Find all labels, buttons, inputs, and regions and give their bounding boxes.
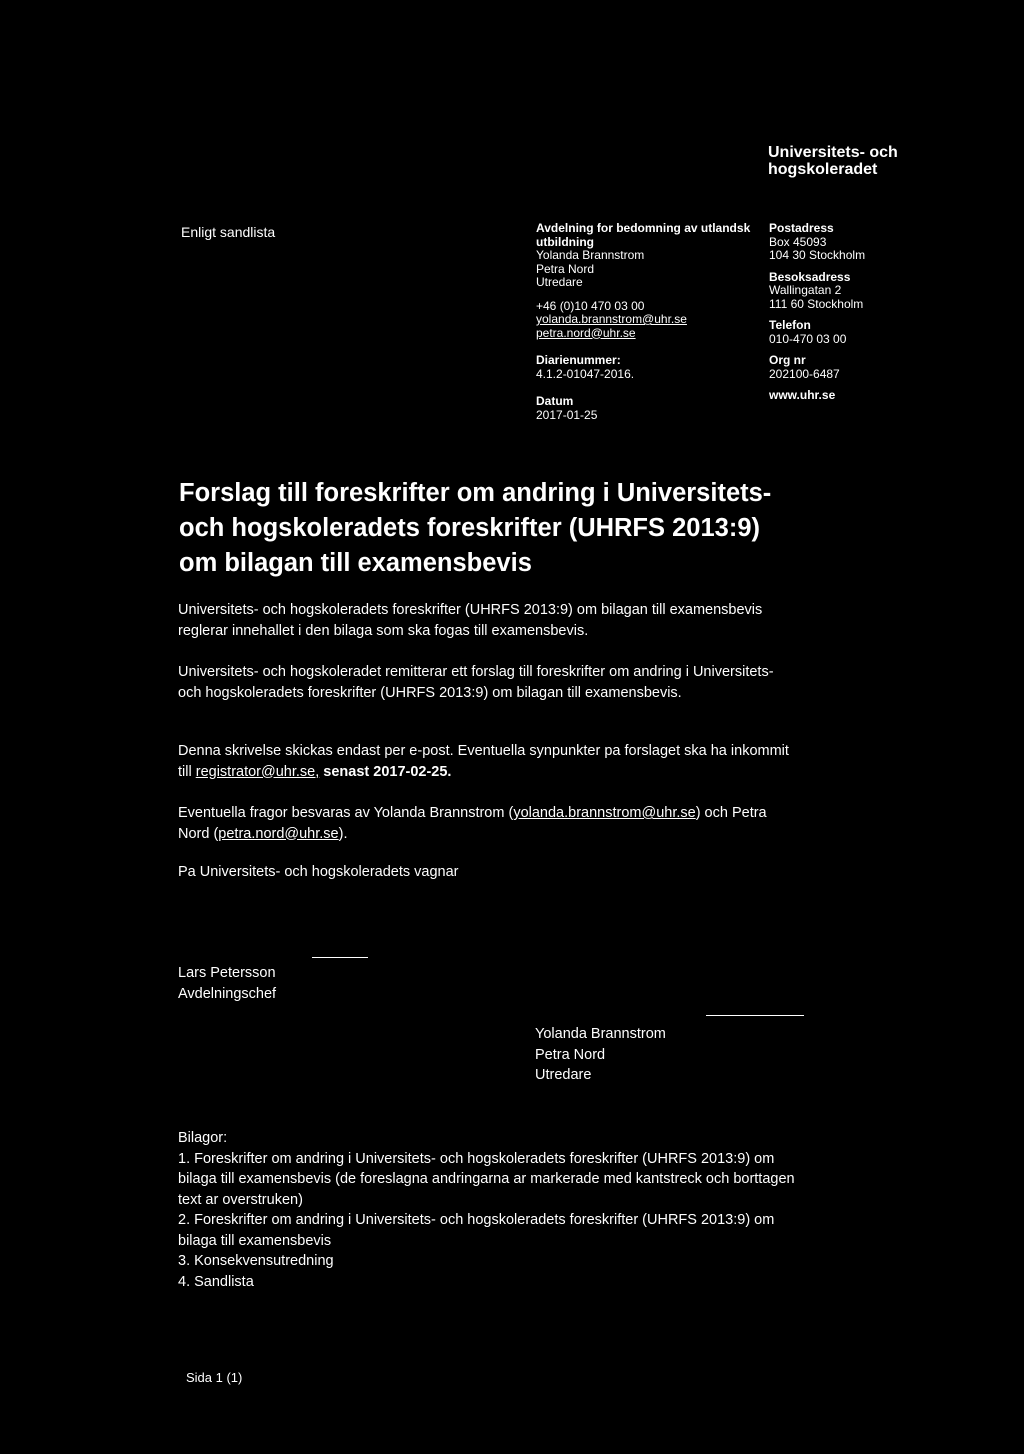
sender-block <box>536 222 764 422</box>
attachment-item: 2. Foreskrifter om andring i Universitets- och hogskoleradets foreskrifter (UHRFS 2013:9) om bilaga till examensbevis <box>178 1212 775 1249</box>
sender-email1-link[interactable]: yolanda.brannstrom@uhr.se <box>536 312 687 326</box>
signature-line-1 <box>312 957 368 958</box>
org-label: Org nr <box>769 353 806 367</box>
website-link[interactable]: www.uhr.se <box>769 388 836 402</box>
visit-line1: Wallingatan 2 <box>769 283 842 297</box>
contact-email1-link[interactable]: yolanda.brannstrom@uhr.se <box>513 805 696 821</box>
diarie-value: 4.1.2-01047-2016. <box>536 366 635 381</box>
p4-text-a: Eventuella fragor besvaras av Yolanda Brannstrom ( <box>178 805 514 821</box>
phone-label: Telefon <box>769 318 811 332</box>
paragraph-4 <box>178 803 798 844</box>
attachment-item: 3. Konsekvensutredning <box>178 1253 334 1269</box>
contact-email2-link[interactable]: petra.nord@uhr.se <box>218 825 339 842</box>
recipient: Enligt sandlista <box>181 224 276 240</box>
p3-text: Denna skrivelse skickas endast per e-post. Eventuella synpunkter pa forslaget ska ha inkommit till <box>178 743 789 780</box>
sender-phone: +46 (0)10 470 03 00 <box>536 298 645 313</box>
sender-role: Utredare <box>536 275 583 289</box>
attachment-item: 4. Sandlista <box>178 1273 254 1290</box>
signature-block-1 <box>178 963 276 1004</box>
sender-email2-link[interactable]: petra.nord@uhr.se <box>536 325 636 340</box>
org-value: 202100-6487 <box>769 366 840 381</box>
visit-label: Besoksadress <box>769 269 851 284</box>
signer2-name2: Petra Nord <box>535 1046 606 1063</box>
postal-line2: 104 30 Stockholm <box>769 248 866 262</box>
signer2-name1: Yolanda Brannstrom <box>535 1026 666 1042</box>
attachments <box>178 1128 798 1292</box>
contact-block <box>769 222 919 403</box>
sender-department: Avdelning for bedomning av utlandsk utbildning <box>536 221 751 249</box>
phone-value: 010-470 03 00 <box>769 331 847 346</box>
signer2-title: Utredare <box>535 1067 592 1083</box>
date-value: 2017-01-25 <box>536 407 598 422</box>
paragraph-2: Universitets- och hogskoleradet remitterar ett forslag till foreskrifter om andring i Universitets- och hogskoleradets foreskrifter (UHRFS 2013:9) om bilagan till examensbevis. <box>178 664 774 701</box>
logo-line1: Universitets- och <box>768 144 898 161</box>
postal-line1: Box 45093 <box>769 234 827 249</box>
sender-person2: Petra Nord <box>536 261 595 276</box>
signature-line-2 <box>706 1015 804 1016</box>
attachments-heading: Bilagor: <box>178 1130 228 1146</box>
sender-person1: Yolanda Brannstrom <box>536 248 645 262</box>
signer1-name: Lars Petersson <box>178 965 276 981</box>
organization-logo <box>768 144 898 178</box>
postal-label: Postadress <box>769 221 834 235</box>
attachment-item: 1. Foreskrifter om andring i Universitets- och hogskoleradets foreskrifter (UHRFS 2013:9) om bilaga till examensbevis (de foreslagna andringarna ar markerade med kantstreck och borttagen text ar overstruken) <box>178 1150 795 1208</box>
signature-block-2 <box>535 1024 666 1086</box>
visit-line2: 111 60 Stockholm <box>769 296 864 311</box>
p4-text-c: ). <box>338 825 348 842</box>
document-title: Forslag till foreskrifter om andring i Universitets- och hogskoleradets foreskrifter (UHRFS 2013:9) om bilagan till examensbevis <box>179 479 772 577</box>
p4-text-b: ) och Petra Nord ( <box>178 805 767 842</box>
paragraph-5: Pa Universitets- och hogskoleradets vagnar <box>178 864 459 880</box>
registrator-email-link[interactable]: registrator@uhr.se, <box>195 763 320 780</box>
page-number: Sida 1 (1) <box>186 1370 243 1385</box>
paragraph-1: Universitets- och hogskoleradets foreskrifter (UHRFS 2013:9) om bilagan till examensbevis reglerar innehallet i den bilaga som ska fogas till examensbevis. <box>178 602 763 639</box>
paragraph-3 <box>178 741 798 782</box>
date-label: Datum <box>536 394 574 408</box>
deadline: senast 2017-02-25. <box>319 763 452 780</box>
logo-line2: hogskoleradet <box>768 161 878 178</box>
signer1-title: Avdelningschef <box>178 985 277 1002</box>
diarie-label: Diarienummer: <box>536 353 621 367</box>
